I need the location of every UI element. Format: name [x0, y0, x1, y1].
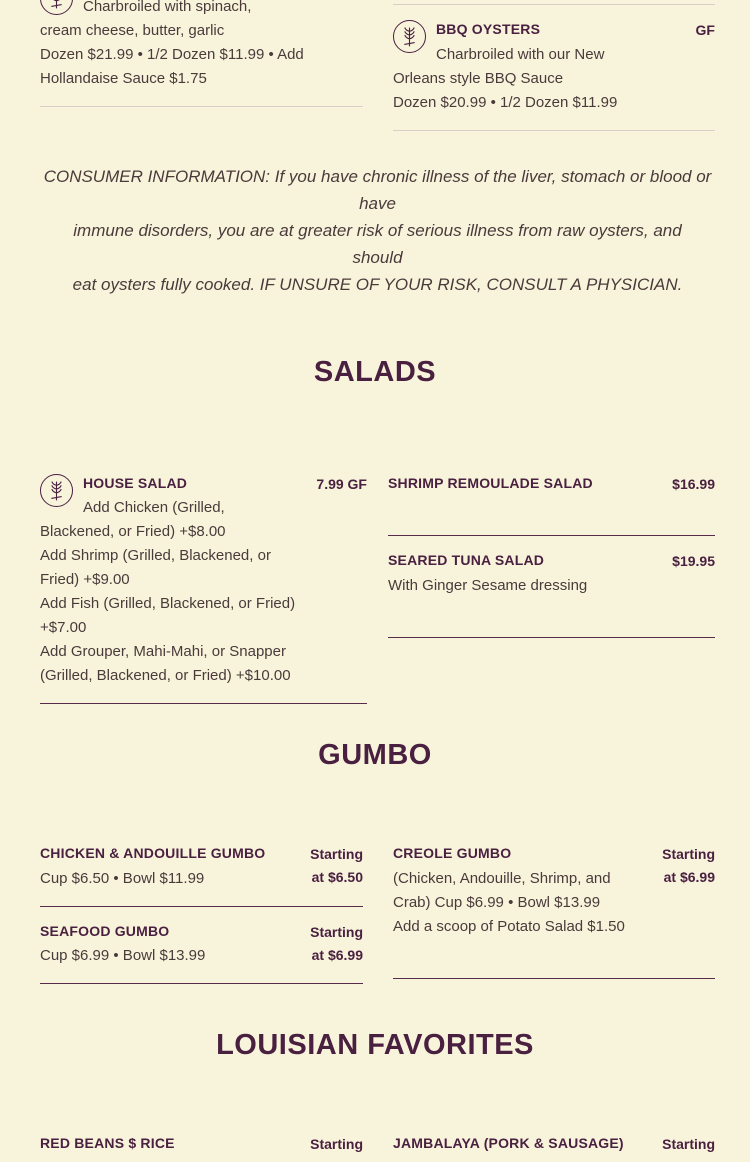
seared-tuna-price: $19.95 [672, 553, 715, 569]
divider [40, 983, 363, 984]
house-salad-addon: Add Grouper, Mahi-Mahi, or Snapper [40, 643, 286, 660]
wheat-icon [393, 20, 426, 53]
price-line: at $6.99 [663, 869, 715, 885]
divider [393, 130, 715, 131]
house-salad-addon: Add Chicken (Grilled, [83, 499, 225, 516]
shrimp-remoulade-price: $16.99 [672, 476, 715, 492]
louisian-favorites-heading: LOUISIAN FAVORITES [216, 1029, 534, 1061]
price-line: at $6.99 [311, 947, 363, 963]
chicken-gumbo-name: CHICKEN & ANDOUILLE GUMBO [40, 845, 266, 861]
divider [388, 535, 715, 536]
oyster-left-desc-1: Charbroiled with spinach, [83, 0, 252, 15]
house-salad-addon: (Grilled, Blackened, or Fried) +$10.00 [40, 667, 291, 684]
oyster-left-desc-3: Dozen $21.99 • 1/2 Dozen $11.99 • Add [40, 46, 304, 63]
seafood-gumbo-desc: Cup $6.99 • Bowl $13.99 [40, 947, 206, 964]
price-line: Starting [310, 924, 363, 940]
divider [393, 978, 715, 979]
creole-gumbo-desc: (Chicken, Andouille, Shrimp, and [393, 870, 611, 887]
red-beans-rice-name: RED BEANS $ RICE [40, 1135, 175, 1151]
creole-gumbo-name: CREOLE GUMBO [393, 845, 512, 861]
divider [40, 906, 363, 907]
salads-heading: SALADS [313, 356, 437, 388]
divider [40, 703, 367, 704]
house-salad-addon: Fried) +$9.00 [40, 571, 130, 588]
seafood-gumbo-name: SEAFOOD GUMBO [40, 923, 170, 939]
house-salad-addon: Blackened, or Fried) +$8.00 [40, 523, 226, 540]
price-line: at $6.50 [311, 869, 363, 885]
consumer-info-line-3: immune disorders, you are at greater risk of serious illness from raw oysters, and [73, 221, 682, 240]
consumer-info-line-5: eat oysters fully cooked. IF UNSURE OF YOUR RISK, CONSULT A PHYSICIAN. [72, 275, 683, 294]
jambalaya-price: Starting [662, 1136, 715, 1152]
shrimp-remoulade-name: SHRIMP REMOULADE SALAD [388, 475, 593, 491]
bbq-oysters-desc-1: Charbroiled with our New [436, 46, 605, 63]
oyster-left-desc-4: Hollandaise Sauce $1.75 [40, 70, 207, 87]
house-salad-price: 7.99 GF [316, 476, 367, 492]
bbq-oysters-desc-2: Orleans style BBQ Sauce [393, 70, 564, 87]
house-salad-addon: +$7.00 [40, 619, 87, 636]
bbq-oysters-badge: GF [695, 22, 715, 38]
divider [393, 4, 715, 5]
price-line: Starting [662, 846, 715, 862]
consumer-info-line-4: should [352, 248, 403, 267]
wheat-icon [40, 474, 73, 507]
creole-gumbo-price [635, 843, 715, 889]
chicken-gumbo-price [283, 843, 363, 889]
seared-tuna-desc: With Ginger Sesame dressing [388, 577, 588, 594]
house-salad-name: HOUSE SALAD [83, 475, 188, 491]
red-beans-rice-price: Starting [310, 1136, 363, 1152]
oyster-left-desc-2: cream cheese, butter, garlic [40, 22, 225, 39]
seared-tuna-name: SEARED TUNA SALAD [388, 552, 545, 568]
price-line: Starting [310, 846, 363, 862]
jambalaya-name: JAMBALAYA (PORK & SAUSAGE) [393, 1135, 624, 1151]
chicken-gumbo-desc: Cup $6.50 • Bowl $11.99 [40, 870, 205, 887]
house-salad-addon: Add Fish (Grilled, Blackened, or Fried) [40, 595, 296, 612]
creole-gumbo-desc: Crab) Cup $6.99 • Bowl $13.99 [393, 894, 601, 911]
creole-gumbo-desc: Add a scoop of Potato Salad $1.50 [393, 918, 625, 935]
bbq-oysters-name: BBQ OYSTERS [436, 21, 541, 37]
bbq-oysters-desc-3: Dozen $20.99 • 1/2 Dozen $11.99 [393, 94, 618, 111]
divider [40, 106, 363, 107]
house-salad-addon: Add Shrimp (Grilled, Blackened, or [40, 547, 271, 564]
seafood-gumbo-price [283, 921, 363, 967]
gumbo-heading: GUMBO [318, 739, 432, 771]
wheat-icon [40, 0, 73, 15]
consumer-info-line-2: have [359, 194, 396, 213]
consumer-info-line-1: CONSUMER INFORMATION: If you have chronic illness of the liver, stomach or blood or [43, 167, 712, 186]
divider [388, 637, 715, 638]
